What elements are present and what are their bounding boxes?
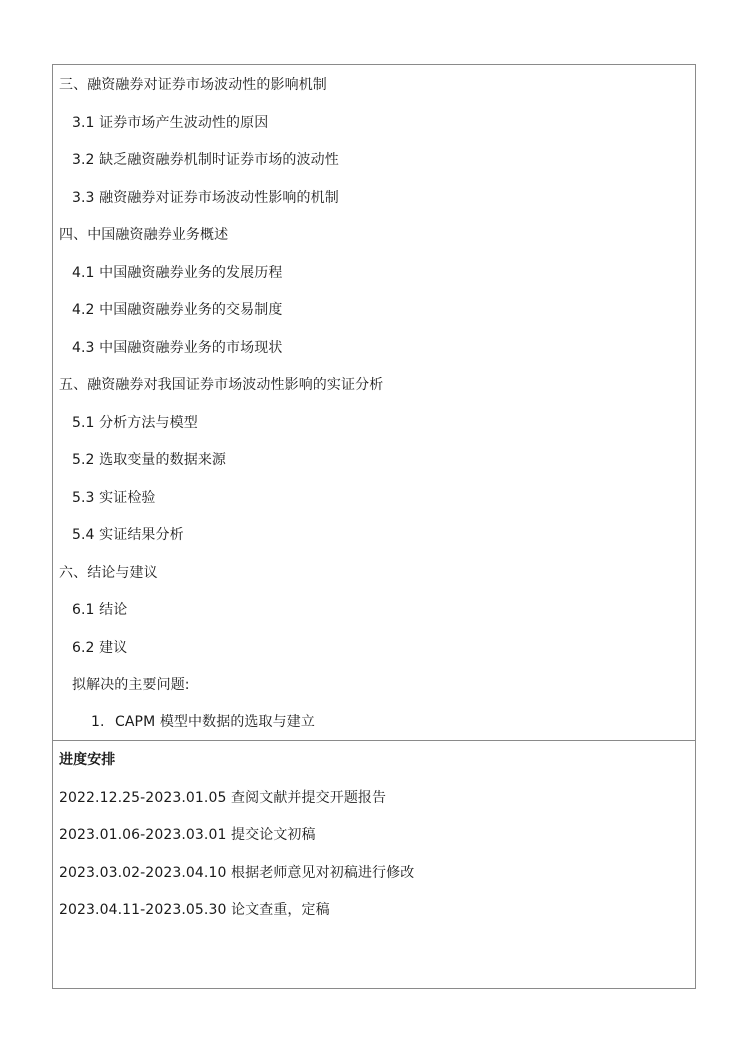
schedule-cell [53,741,695,988]
outline-item-6-1: 6.1 结论 [72,602,128,618]
outline-heading-4: 四、中国融资融券业务概述 [59,227,229,243]
outline-item-4-1: 4.1 中国融资融券业务的发展历程 [72,265,283,281]
schedule-item: 2023.01.06-2023.03.01 提交论文初稿 [59,827,316,843]
outline-item-4-2: 4.2 中国融资融券业务的交易制度 [72,302,283,318]
schedule-item: 2022.12.25-2023.01.05 查阅文献并提交开题报告 [59,790,387,806]
outline-item-4-3: 4.3 中国融资融券业务的市场现状 [72,340,283,356]
outline-item-5-3: 5.3 实证检验 [72,490,156,506]
outline-item-5-2: 5.2 选取变量的数据来源 [72,452,227,468]
schedule-heading: 进度安排 [59,752,116,768]
problems-label: 拟解决的主要问题: [72,677,190,693]
outline-cell [53,65,695,741]
schedule-item: 2023.03.02-2023.04.10 根据老师意见对初稿进行修改 [59,865,415,881]
schedule-item: 2023.04.11-2023.05.30 论文查重，定稿 [59,902,330,918]
outline-heading-5: 五、融资融券对我国证券市场波动性影响的实证分析 [59,377,384,393]
problem-number: 1. [91,714,105,730]
outline-item-3-2: 3.2 缺乏融资融券机制时证券市场的波动性 [72,152,339,168]
outline-heading-3: 三、融资融券对证券市场波动性的影响机制 [59,77,327,93]
outline-item-3-1: 3.1 证券市场产生波动性的原因 [72,115,269,131]
proposal-table [52,64,696,989]
outline-item-6-2: 6.2 建议 [72,640,128,656]
outline-item-5-1: 5.1 分析方法与模型 [72,415,198,431]
outline-item-3-3: 3.3 融资融券对证券市场波动性影响的机制 [72,190,339,206]
outline-heading-6: 六、结论与建议 [59,565,158,581]
problem-item [91,712,315,732]
outline-item-5-4: 5.4 实证结果分析 [72,527,184,543]
problem-text: CAPM 模型中数据的选取与建立 [115,714,315,730]
